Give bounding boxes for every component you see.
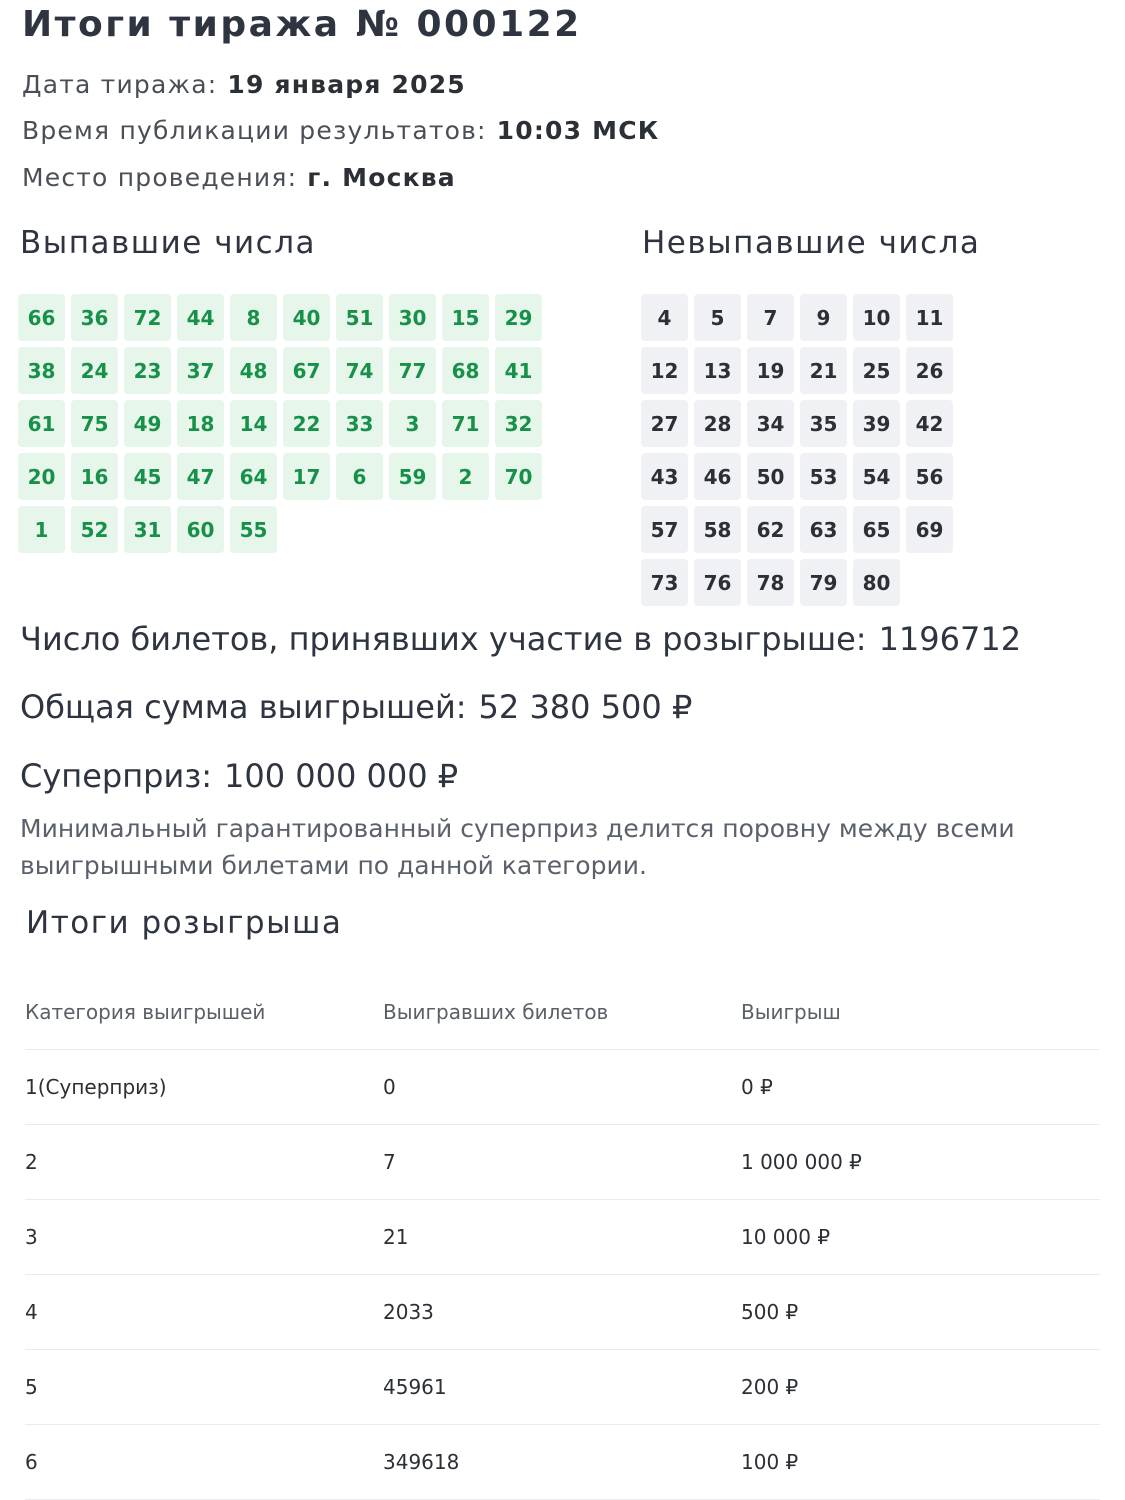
category-cell: 3 bbox=[25, 1225, 38, 1249]
drawn-number-ball: 40 bbox=[283, 294, 330, 341]
drawn-number-ball: 77 bbox=[389, 347, 436, 394]
undrawn-number-ball: 76 bbox=[694, 559, 741, 606]
drawn-number-ball: 44 bbox=[177, 294, 224, 341]
undrawn-number-ball: 10 bbox=[853, 294, 900, 341]
undrawn-number-ball: 79 bbox=[800, 559, 847, 606]
drawn-number-ball: 67 bbox=[283, 347, 330, 394]
undrawn-number-ball: 25 bbox=[853, 347, 900, 394]
total-winnings-label: Общая сумма выигрышей: bbox=[20, 688, 467, 726]
category-cell: 6 bbox=[25, 1450, 38, 1474]
drawn-number-ball: 6 bbox=[336, 453, 383, 500]
prize-cell: 10 000 ₽ bbox=[741, 1225, 831, 1249]
undrawn-number-ball: 78 bbox=[747, 559, 794, 606]
undrawn-number-ball: 12 bbox=[641, 347, 688, 394]
undrawn-number-ball: 34 bbox=[747, 400, 794, 447]
drawn-number-ball: 14 bbox=[230, 400, 277, 447]
publish-time bbox=[22, 116, 659, 145]
superprize-note: Минимальный гарантированный суперприз делится поровну между всеми выигрышными билетами по данной категории. bbox=[20, 814, 1015, 880]
results-title: Итоги розыгрыша bbox=[26, 905, 343, 941]
category-cell: 4 bbox=[25, 1300, 38, 1324]
drawn-number-ball: 3 bbox=[389, 400, 436, 447]
category-cell: 5 bbox=[25, 1375, 38, 1399]
drawn-number-ball: 72 bbox=[124, 294, 171, 341]
draw-place-value: г. Москва bbox=[307, 163, 456, 192]
draw-date bbox=[22, 70, 466, 99]
table-row bbox=[25, 1050, 1100, 1125]
results-body bbox=[25, 1050, 1100, 1500]
winning-tickets-cell: 7 bbox=[383, 1150, 396, 1174]
undrawn-number-ball: 43 bbox=[641, 453, 688, 500]
undrawn-number-ball: 73 bbox=[641, 559, 688, 606]
undrawn-numbers-title: Невыпавшие числа bbox=[642, 225, 981, 261]
undrawn-number-ball: 46 bbox=[694, 453, 741, 500]
winning-tickets-cell: 349618 bbox=[383, 1450, 460, 1474]
prize-cell: 100 ₽ bbox=[741, 1450, 799, 1474]
winning-tickets-cell: 2033 bbox=[383, 1300, 434, 1324]
undrawn-number-ball: 13 bbox=[694, 347, 741, 394]
draw-place bbox=[22, 163, 456, 192]
drawn-number-ball: 23 bbox=[124, 347, 171, 394]
drawn-number-ball: 37 bbox=[177, 347, 224, 394]
undrawn-number-ball: 26 bbox=[906, 347, 953, 394]
drawn-number-ball: 15 bbox=[442, 294, 489, 341]
undrawn-number-ball: 50 bbox=[747, 453, 794, 500]
undrawn-number-ball: 42 bbox=[906, 400, 953, 447]
drawn-number-ball: 74 bbox=[336, 347, 383, 394]
superprize-value: 100 000 000 ₽ bbox=[224, 757, 459, 795]
drawn-number-ball: 61 bbox=[18, 400, 65, 447]
draw-date-label: Дата тиража: bbox=[22, 70, 218, 99]
drawn-number-ball: 8 bbox=[230, 294, 277, 341]
table-row bbox=[25, 1125, 1100, 1200]
undrawn-number-ball: 4 bbox=[641, 294, 688, 341]
drawn-number-ball: 55 bbox=[230, 506, 277, 553]
undrawn-number-ball: 27 bbox=[641, 400, 688, 447]
undrawn-number-ball: 19 bbox=[747, 347, 794, 394]
drawn-number-ball: 31 bbox=[124, 506, 171, 553]
publish-time-label: Время публикации результатов: bbox=[22, 116, 487, 145]
drawn-number-ball: 51 bbox=[336, 294, 383, 341]
drawn-number-ball: 24 bbox=[71, 347, 118, 394]
undrawn-number-ball: 69 bbox=[906, 506, 953, 553]
undrawn-number-ball: 53 bbox=[800, 453, 847, 500]
drawn-number-ball: 17 bbox=[283, 453, 330, 500]
header-prize: Выигрыш bbox=[741, 1000, 841, 1024]
undrawn-number-ball: 35 bbox=[800, 400, 847, 447]
drawn-number-ball: 60 bbox=[177, 506, 224, 553]
drawn-number-ball: 52 bbox=[71, 506, 118, 553]
category-cell: 2 bbox=[25, 1150, 38, 1174]
drawn-number-ball: 33 bbox=[336, 400, 383, 447]
superprize-label: Суперприз: bbox=[20, 757, 213, 795]
drawn-number-ball: 2 bbox=[442, 453, 489, 500]
winning-tickets-cell: 0 bbox=[383, 1075, 396, 1099]
table-row bbox=[25, 1275, 1100, 1350]
drawn-number-ball: 71 bbox=[442, 400, 489, 447]
tickets-count bbox=[20, 620, 1021, 658]
prize-cell: 1 000 000 ₽ bbox=[741, 1150, 862, 1174]
prize-cell: 200 ₽ bbox=[741, 1375, 799, 1399]
total-winnings bbox=[20, 688, 692, 726]
table-row bbox=[25, 1425, 1100, 1500]
drawn-number-ball: 22 bbox=[283, 400, 330, 447]
undrawn-number-ball: 56 bbox=[906, 453, 953, 500]
table-row bbox=[25, 1200, 1100, 1275]
undrawn-number-ball: 65 bbox=[853, 506, 900, 553]
drawn-number-ball: 45 bbox=[124, 453, 171, 500]
drawn-number-ball: 32 bbox=[495, 400, 542, 447]
draw-title: Итоги тиража № 000122 bbox=[22, 4, 582, 45]
table-row bbox=[25, 1350, 1100, 1425]
tickets-count-value: 1196712 bbox=[878, 620, 1022, 658]
drawn-number-ball: 47 bbox=[177, 453, 224, 500]
drawn-number-ball: 20 bbox=[18, 453, 65, 500]
drawn-number-ball: 48 bbox=[230, 347, 277, 394]
results-table bbox=[25, 975, 1100, 1500]
prize-cell: 0 ₽ bbox=[741, 1075, 773, 1099]
table-header-row bbox=[25, 975, 1100, 1050]
tickets-count-label: Число билетов, принявших участие в розыгрыше: bbox=[20, 620, 867, 658]
drawn-number-ball: 59 bbox=[389, 453, 436, 500]
drawn-number-ball: 1 bbox=[18, 506, 65, 553]
undrawn-number-ball: 63 bbox=[800, 506, 847, 553]
undrawn-number-ball: 80 bbox=[853, 559, 900, 606]
superprize bbox=[20, 757, 458, 795]
draw-date-value: 19 января 2025 bbox=[227, 70, 466, 99]
publish-time-value: 10:03 МСК bbox=[496, 116, 660, 145]
undrawn-number-ball: 58 bbox=[694, 506, 741, 553]
drawn-number-ball: 41 bbox=[495, 347, 542, 394]
undrawn-number-ball: 54 bbox=[853, 453, 900, 500]
undrawn-number-ball: 39 bbox=[853, 400, 900, 447]
drawn-number-ball: 66 bbox=[18, 294, 65, 341]
drawn-numbers-grid bbox=[18, 294, 542, 553]
prize-cell: 500 ₽ bbox=[741, 1300, 799, 1324]
undrawn-number-ball: 62 bbox=[747, 506, 794, 553]
winning-tickets-cell: 21 bbox=[383, 1225, 409, 1249]
draw-place-label: Место проведения: bbox=[22, 163, 298, 192]
drawn-number-ball: 38 bbox=[18, 347, 65, 394]
undrawn-numbers-grid bbox=[641, 294, 953, 606]
drawn-number-ball: 49 bbox=[124, 400, 171, 447]
undrawn-number-ball: 21 bbox=[800, 347, 847, 394]
total-winnings-value: 52 380 500 ₽ bbox=[478, 688, 693, 726]
undrawn-number-ball: 28 bbox=[694, 400, 741, 447]
undrawn-number-ball: 5 bbox=[694, 294, 741, 341]
drawn-number-ball: 75 bbox=[71, 400, 118, 447]
undrawn-number-ball: 57 bbox=[641, 506, 688, 553]
drawn-number-ball: 64 bbox=[230, 453, 277, 500]
category-cell: 1(Суперприз) bbox=[25, 1075, 167, 1099]
drawn-number-ball: 70 bbox=[495, 453, 542, 500]
drawn-number-ball: 29 bbox=[495, 294, 542, 341]
winning-tickets-cell: 45961 bbox=[383, 1375, 447, 1399]
header-winning-tickets: Выигравших билетов bbox=[383, 1000, 609, 1024]
drawn-number-ball: 18 bbox=[177, 400, 224, 447]
drawn-number-ball: 30 bbox=[389, 294, 436, 341]
drawn-number-ball: 36 bbox=[71, 294, 118, 341]
header-category: Категория выигрышей bbox=[25, 1000, 266, 1024]
drawn-number-ball: 68 bbox=[442, 347, 489, 394]
undrawn-number-ball: 11 bbox=[906, 294, 953, 341]
undrawn-number-ball: 9 bbox=[800, 294, 847, 341]
drawn-number-ball: 16 bbox=[71, 453, 118, 500]
undrawn-number-ball: 7 bbox=[747, 294, 794, 341]
drawn-numbers-title: Выпавшие числа bbox=[20, 225, 317, 261]
